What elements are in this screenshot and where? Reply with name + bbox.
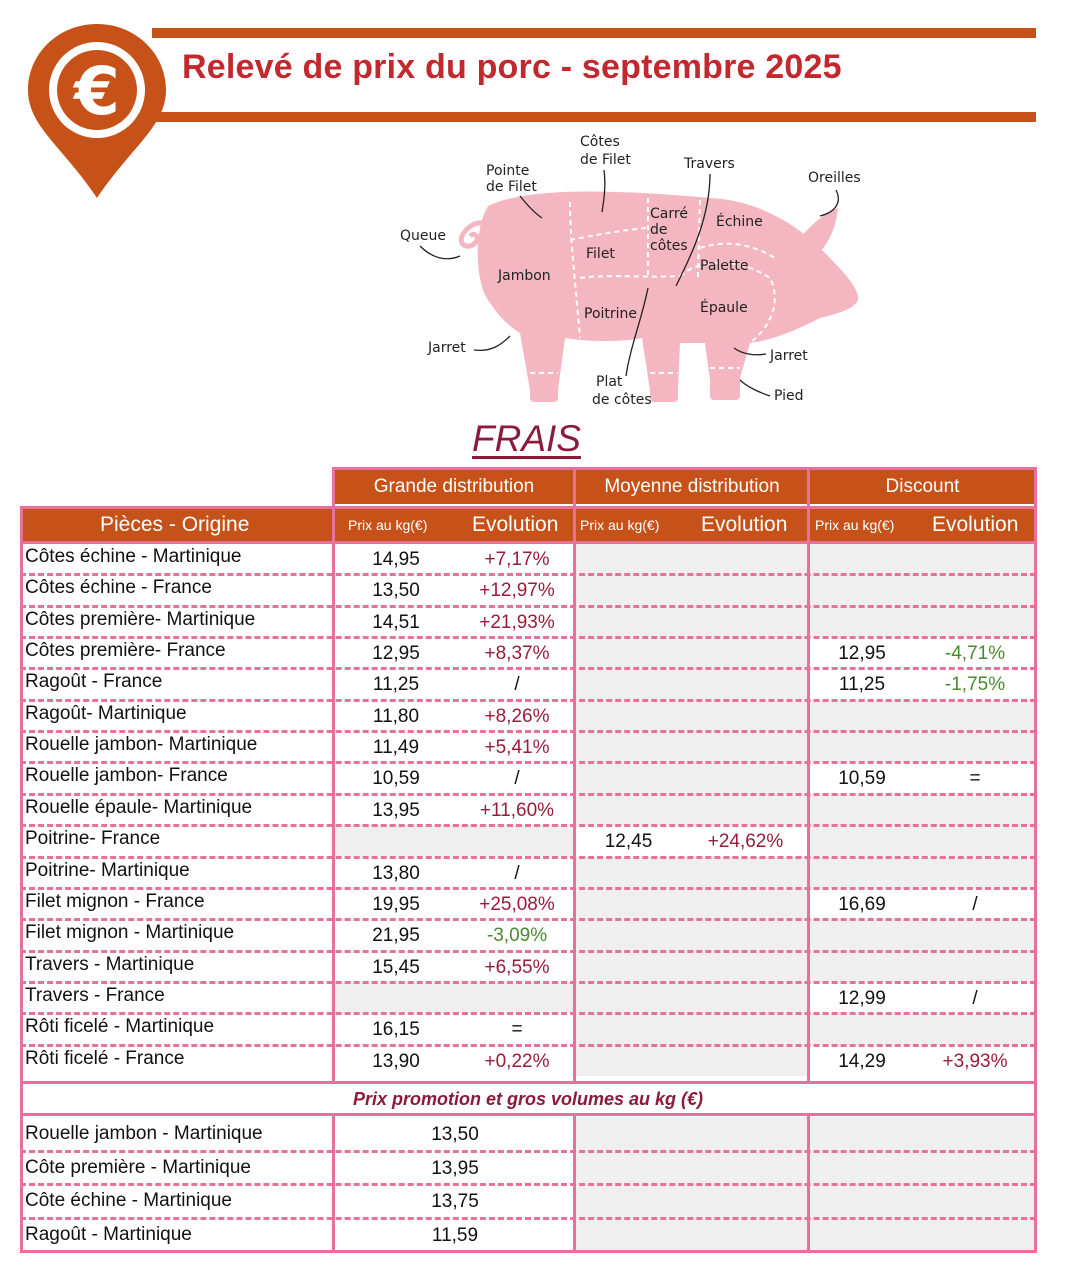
promo-section-title: Prix promotion et gros volumes au kg (€) <box>352 1089 704 1109</box>
gd-price-cell: 10,59 <box>372 768 420 790</box>
gd-evolution-cell: +7,17% <box>484 549 550 570</box>
gd-evolution-cell: +8,37% <box>484 643 550 665</box>
svg-text:Palette: Palette <box>700 258 749 274</box>
md-evolution-cell <box>681 857 810 888</box>
promo-price-cell: 13,75 <box>431 1191 479 1212</box>
row-divider <box>20 667 1036 670</box>
empty-cell <box>576 1117 810 1151</box>
promo-price-cell: 11,59 <box>431 1224 479 1246</box>
svg-text:de côtes: de côtes <box>592 392 652 408</box>
column-divider <box>1034 467 1037 1253</box>
md-evolution-cell <box>681 1045 810 1076</box>
row-divider <box>20 605 1036 608</box>
md-price-cell <box>576 668 681 699</box>
subheader-top-border <box>20 506 1036 509</box>
svg-text:Travers: Travers <box>684 156 735 172</box>
md-price-cell <box>576 857 681 888</box>
header-discount: Discount <box>809 470 1036 504</box>
row-divider <box>20 761 1036 764</box>
promo-piece-cell: Côte première - Martinique <box>25 1156 251 1178</box>
gd-evolution-cell: +25,08% <box>479 893 555 915</box>
euro-symbol: € <box>74 53 120 130</box>
gd-price-cell: 13,80 <box>372 862 420 884</box>
column-divider <box>332 1113 335 1253</box>
gd-evolution-cell: / <box>514 768 520 790</box>
column-divider <box>20 506 23 1253</box>
md-price-cell <box>576 731 681 762</box>
gd-price-cell: 12,95 <box>372 643 420 665</box>
svg-text:Pied: Pied <box>774 388 804 404</box>
svg-text:Jambon: Jambon <box>498 268 551 284</box>
row-divider <box>20 856 1036 859</box>
md-price-cell: 12,45 <box>604 831 653 853</box>
md-price-cell <box>576 982 681 1013</box>
row-divider <box>20 981 1036 984</box>
md-price-cell <box>576 794 681 825</box>
gd-price-cell: 13,50 <box>372 580 420 602</box>
svg-text:Jarret: Jarret <box>770 348 808 364</box>
svg-text:Échine: Échine <box>716 214 763 230</box>
svg-text:Épaule: Épaule <box>700 300 748 316</box>
svg-text:de Filet: de Filet <box>580 152 631 168</box>
md-evolution-cell: +24,62% <box>707 831 784 853</box>
promo-price-cell: 13,50 <box>431 1124 479 1145</box>
piece-origin-cell: Rôti ficelé - Martinique <box>25 1016 215 1038</box>
d-price-cell <box>810 574 914 605</box>
md-price-cell <box>576 1013 681 1044</box>
empty-cell <box>810 1184 1036 1218</box>
piece-origin-cell: Rouelle jambon- Martinique <box>25 734 258 756</box>
d-evolution-cell <box>914 606 1036 637</box>
row-divider <box>20 824 1036 827</box>
promo-bottom-border <box>20 1113 1036 1116</box>
row-divider <box>20 573 1036 576</box>
d-evolution-cell <box>914 700 1036 731</box>
d-evolution-header: Evolution <box>932 513 1019 536</box>
table-row <box>20 888 1036 919</box>
piece-origin-cell: Côtes échine - Martinique <box>25 546 242 567</box>
row-divider <box>20 950 1036 953</box>
header-band-top <box>152 28 1036 38</box>
svg-text:Filet: Filet <box>586 246 615 262</box>
d-price-cell: 11,25 <box>838 674 886 696</box>
md-evolution-cell <box>681 762 810 793</box>
md-evolution-cell <box>681 919 810 950</box>
piece-origin-cell: Travers - France <box>25 984 165 1006</box>
md-evolution-cell <box>681 794 810 825</box>
gd-price-cell: 14,95 <box>372 549 420 570</box>
table-row <box>20 825 1036 856</box>
svg-text:Plat: Plat <box>596 374 623 390</box>
promo-row <box>20 1218 1036 1252</box>
gd-price-cell: 11,80 <box>372 705 420 727</box>
piece-origin-cell: Rôti ficelé - France <box>25 1047 185 1069</box>
md-price-cell <box>576 606 681 637</box>
d-price-cell <box>810 825 914 856</box>
gd-evolution-cell: +6,55% <box>484 956 550 978</box>
table-top-border <box>332 467 1036 470</box>
gd-evolution-cell: +11,60% <box>479 799 555 821</box>
table-row <box>20 543 1036 574</box>
md-evolution-header: Evolution <box>701 513 788 536</box>
md-price-cell <box>576 574 681 605</box>
gd-price-cell: 13,90 <box>372 1050 420 1072</box>
svg-text:Pointe: Pointe <box>486 163 530 179</box>
d-evolution-cell: -1,75% <box>944 674 1006 696</box>
gd-price-cell: 21,95 <box>372 925 420 947</box>
table-row <box>20 606 1036 637</box>
pieces-origin-header: Pièces - Origine <box>100 513 250 536</box>
section-title-frais: FRAIS <box>472 418 581 459</box>
md-price-cell <box>576 1045 681 1076</box>
row-divider <box>20 1044 1036 1047</box>
promo-top-border <box>20 1081 1036 1084</box>
row-divider <box>20 699 1036 702</box>
md-evolution-cell <box>681 574 810 605</box>
piece-origin-cell: Rouelle jambon- France <box>25 765 228 787</box>
gd-evolution-cell <box>458 825 576 856</box>
gd-price-header: Prix au kg(€) <box>348 517 428 533</box>
d-evolution-cell <box>914 543 1036 574</box>
row-divider <box>20 918 1036 921</box>
piece-origin-cell: Côtes échine - France <box>25 577 212 599</box>
d-evolution-cell <box>914 857 1036 888</box>
gd-evolution-cell: +0,22% <box>484 1050 550 1072</box>
md-price-cell <box>576 637 681 668</box>
d-price-cell <box>810 1013 914 1044</box>
header-grande-distribution: Grande distribution <box>333 470 575 504</box>
md-evolution-cell <box>681 1013 810 1044</box>
d-price-cell: 12,99 <box>838 987 886 1009</box>
euro-pin-icon <box>22 18 172 203</box>
md-price-cell <box>576 888 681 919</box>
empty-cell <box>810 1151 1036 1185</box>
gd-price-cell <box>334 982 458 1013</box>
gd-price-cell: 11,49 <box>372 737 420 759</box>
promo-piece-cell: Ragoût - Martinique <box>25 1223 192 1245</box>
d-price-cell <box>810 857 914 888</box>
table-row <box>20 982 1036 1013</box>
svg-text:de Filet: de Filet <box>486 179 537 195</box>
gd-price-cell: 11,25 <box>372 674 420 696</box>
piece-origin-cell: Poitrine- Martinique <box>25 859 190 881</box>
gd-evolution-header: Evolution <box>472 513 559 536</box>
table-row <box>20 731 1036 762</box>
row-divider <box>20 1183 1036 1186</box>
d-price-cell <box>810 543 914 574</box>
d-evolution-cell: = <box>969 768 981 790</box>
pork-cuts-diagram <box>380 128 880 418</box>
piece-origin-cell: Filet mignon - Martinique <box>25 922 235 944</box>
gd-evolution-cell: +21,93% <box>479 611 555 633</box>
gd-evolution-cell: / <box>514 862 520 884</box>
md-evolution-cell <box>681 543 810 574</box>
header-band-bottom <box>152 112 1036 122</box>
md-price-cell <box>576 951 681 982</box>
row-divider <box>20 1012 1036 1015</box>
md-evolution-cell <box>681 668 810 699</box>
piece-origin-cell: Rouelle épaule- Martinique <box>25 796 253 818</box>
promo-row <box>20 1151 1036 1185</box>
md-evolution-cell <box>681 951 810 982</box>
promo-piece-cell: Rouelle jambon - Martinique <box>25 1123 263 1144</box>
d-evolution-cell: +3,93% <box>942 1050 1008 1072</box>
svg-text:Côtes: Côtes <box>580 134 620 150</box>
empty-cell <box>576 1218 810 1252</box>
d-price-cell: 14,29 <box>838 1050 886 1072</box>
empty-cell <box>810 1117 1036 1151</box>
d-price-cell: 16,69 <box>838 893 886 915</box>
row-divider <box>20 1217 1036 1220</box>
d-price-header: Prix au kg(€) <box>815 517 895 533</box>
row-divider <box>20 636 1036 639</box>
column-divider <box>573 467 576 1083</box>
table-row <box>20 700 1036 731</box>
column-divider <box>807 1113 810 1253</box>
column-header-row <box>20 508 1036 542</box>
gd-evolution-cell: +8,26% <box>484 705 550 727</box>
piece-origin-cell: Ragoût - France <box>25 671 163 693</box>
gd-evolution-cell: = <box>511 1019 523 1041</box>
md-evolution-cell <box>681 606 810 637</box>
gd-evolution-cell: / <box>514 674 520 696</box>
empty-cell <box>810 1218 1036 1252</box>
gd-evolution-cell: +5,41% <box>484 737 550 759</box>
md-price-cell <box>576 700 681 731</box>
column-divider <box>332 467 335 1083</box>
md-evolution-cell <box>681 700 810 731</box>
md-evolution-cell <box>681 637 810 668</box>
promo-price-cell: 13,95 <box>431 1157 479 1179</box>
svg-text:Carré: Carré <box>650 206 688 222</box>
row-divider <box>20 793 1036 796</box>
empty-cell <box>576 1184 810 1218</box>
d-evolution-cell <box>914 825 1036 856</box>
d-evolution-cell <box>914 794 1036 825</box>
table-row <box>20 857 1036 888</box>
table-row <box>20 762 1036 793</box>
d-evolution-cell <box>914 951 1036 982</box>
table-row <box>20 951 1036 982</box>
gd-evolution-cell <box>458 982 576 1013</box>
gd-price-cell: 19,95 <box>372 893 420 915</box>
md-evolution-cell <box>681 888 810 919</box>
md-price-cell <box>576 919 681 950</box>
column-divider <box>807 467 810 1083</box>
md-evolution-cell <box>681 731 810 762</box>
d-price-cell <box>810 700 914 731</box>
d-price-cell <box>810 919 914 950</box>
gd-price-cell: 15,45 <box>372 956 420 978</box>
promo-row <box>20 1184 1036 1218</box>
table-row <box>20 794 1036 825</box>
d-evolution-cell <box>914 1013 1036 1044</box>
md-price-cell <box>576 762 681 793</box>
svg-text:Poitrine: Poitrine <box>584 306 638 322</box>
gd-evolution-cell: +12,97% <box>479 580 555 602</box>
page-title: Relevé de prix du porc - septembre 2025 <box>182 48 842 86</box>
table-row <box>20 637 1036 668</box>
gd-price-cell: 16,15 <box>372 1019 420 1041</box>
table-bottom-border <box>20 1250 1036 1253</box>
gd-price-cell <box>334 825 458 856</box>
d-price-cell <box>810 794 914 825</box>
d-price-cell <box>810 731 914 762</box>
column-divider <box>573 1113 576 1253</box>
gd-evolution-cell: -3,09% <box>486 925 548 947</box>
piece-origin-cell: Côtes première- France <box>25 640 226 662</box>
d-evolution-cell: -4,71% <box>944 643 1006 665</box>
svg-text:Oreilles: Oreilles <box>808 170 861 186</box>
promo-row <box>20 1117 1036 1151</box>
piece-origin-cell: Ragoût- Martinique <box>25 702 187 724</box>
piece-origin-cell: Filet mignon - France <box>25 890 205 912</box>
md-price-header: Prix au kg(€) <box>580 517 660 533</box>
piece-origin-cell: Travers - Martinique <box>25 953 195 975</box>
md-evolution-cell <box>681 982 810 1013</box>
gd-price-cell: 13,95 <box>372 799 420 821</box>
d-evolution-cell: / <box>972 987 978 1009</box>
svg-text:Queue: Queue <box>400 228 446 244</box>
svg-text:Jarret: Jarret <box>428 340 466 356</box>
row-divider <box>20 730 1036 733</box>
d-evolution-cell <box>914 574 1036 605</box>
d-price-cell <box>810 951 914 982</box>
piece-origin-cell: Côtes première- Martinique <box>25 608 256 630</box>
svg-text:de: de <box>650 222 668 238</box>
md-price-cell <box>576 543 681 574</box>
d-evolution-cell: / <box>972 893 978 915</box>
table-row <box>20 668 1036 699</box>
row-divider <box>20 1150 1036 1153</box>
promo-piece-cell: Côte échine - Martinique <box>25 1190 232 1211</box>
gd-price-cell: 14,51 <box>372 611 420 633</box>
piece-origin-cell: Poitrine- France <box>25 828 161 850</box>
d-price-cell: 12,95 <box>838 643 886 665</box>
header-moyenne-distribution: Moyenne distribution <box>575 470 809 504</box>
d-price-cell: 10,59 <box>838 768 886 790</box>
empty-cell <box>576 1151 810 1185</box>
d-price-cell <box>810 606 914 637</box>
row-divider <box>20 887 1036 890</box>
subheader-bottom-border <box>20 541 1036 544</box>
d-evolution-cell <box>914 731 1036 762</box>
svg-text:côtes: côtes <box>650 238 688 254</box>
table-row <box>20 919 1036 950</box>
d-evolution-cell <box>914 919 1036 950</box>
table-row <box>20 1013 1036 1044</box>
table-row <box>20 574 1036 605</box>
table-row <box>20 1045 1036 1076</box>
